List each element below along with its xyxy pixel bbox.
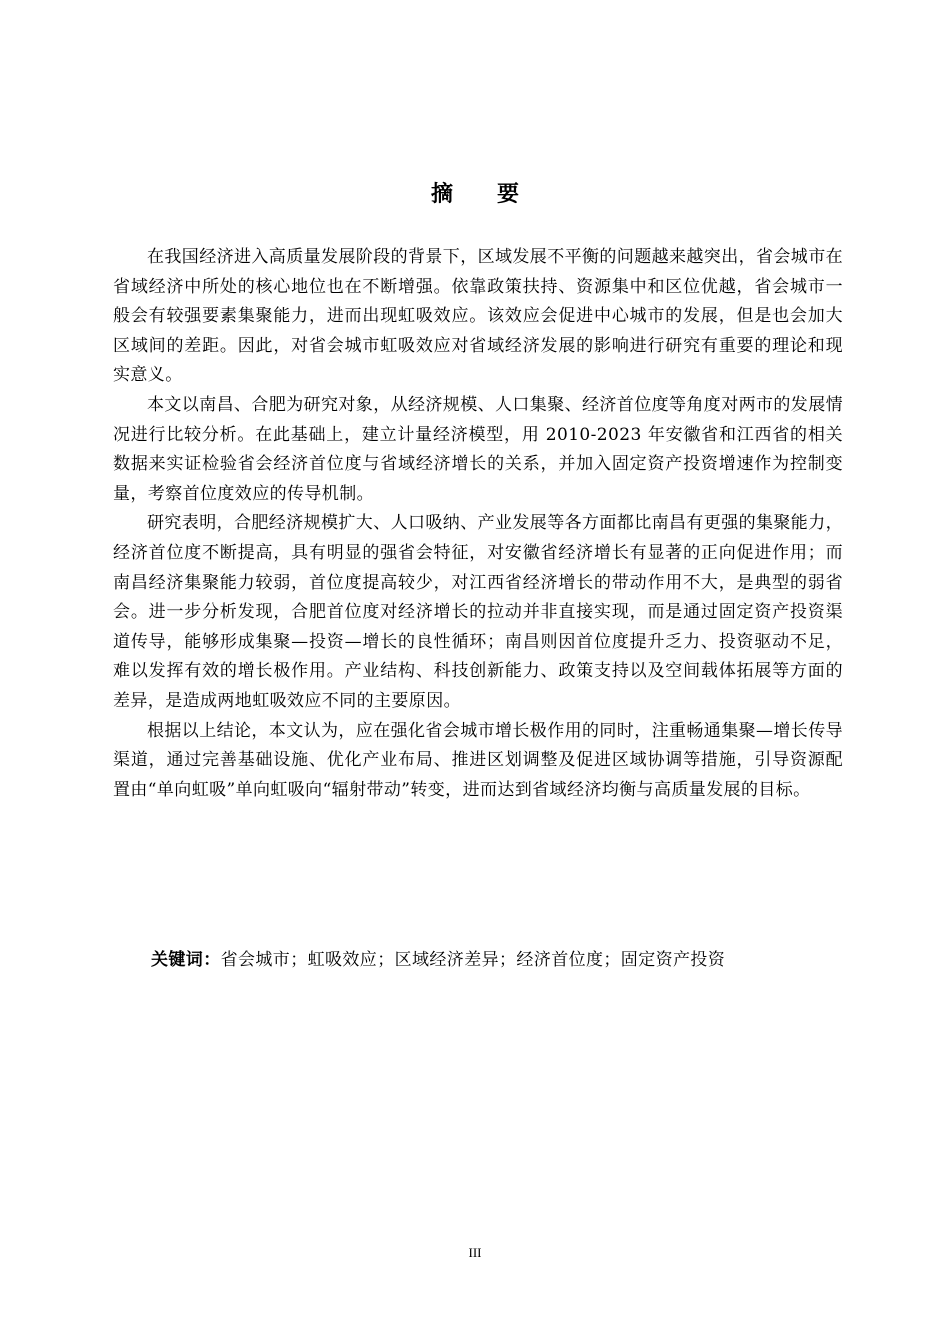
abstract-title — [0, 180, 950, 210]
keywords-label: 关键词： — [151, 950, 221, 970]
abstract-title-char-1: 摘 — [430, 182, 453, 207]
abstract-paragraph-4: 根据以上结论，本文认为，应在强化省会城市增长极作用的同时，注重畅通集聚—增长传导渠道，通过完善基础设施、优化产业布局、推进区划调整及促进区域协调等措施，引导资源配置由“单向虹吸”单向虹吸向“辐射带动”转变，进而达到省域经济均衡与高质量发展的目标。 — [113, 720, 843, 800]
abstract-paragraph-1: 在我国经济进入高质量发展阶段的背景下，区域发展不平衡的问题越来越突出，省会城市在省域经济中所处的核心地位也在不断增强。依靠政策扶持、资源集中和区位优越，省会城市一般会有较强要素集聚能力，进而出现虹吸效应。该效应会促进中心城市的发展，但是也会加大区域间的差距。因此，对省会城市虹吸效应对省域经济发展的影响进行研究有重要的理论和现实意义。 — [113, 247, 843, 386]
abstract-paragraph-2: 本文以南昌、合肥为研究对象，从经济规模、人口集聚、经济首位度等角度对两市的发展情况进行比较分析。在此基础上，建立计量经济模型，用 2010-2023 年安徽省和江西省的相关数据来实证检验省会经济首位度与省域经济增长的关系，并加入固定资产投资增速作为控制变量，考察首位度效应的传导机制。 — [113, 394, 843, 504]
page-number: III — [468, 1245, 482, 1260]
keywords-line — [151, 945, 851, 975]
abstract-paragraph-3: 研究表明，合肥经济规模扩大、人口吸纳、产业发展等各方面都比南昌有更强的集聚能力，经济首位度不断提高，具有明显的强省会特征，对安徽省经济增长有显著的正向促进作用；而南昌经济集聚能力较弱，首位度提高较少，对江西省经济增长的带动作用不大，是典型的弱省会。进一步分析发现，合肥首位度对经济增长的拉动并非直接实现，而是通过固定资产投资渠道传导，能够形成集聚—投资—增长的良性循环；南昌则因首位度提升乏力、投资驱动不足，难以发挥有效的增长极作用。产业结构、科技创新能力、政策支持以及空间载体拓展等方面的差异，是造成两地虹吸效应不同的主要原因。 — [113, 513, 843, 711]
abstract-body — [113, 243, 843, 805]
abstract-title-char-2: 要 — [497, 182, 520, 207]
keywords-text: 省会城市；虹吸效应；区域经济差异；经济首位度；固定资产投资 — [220, 950, 726, 970]
